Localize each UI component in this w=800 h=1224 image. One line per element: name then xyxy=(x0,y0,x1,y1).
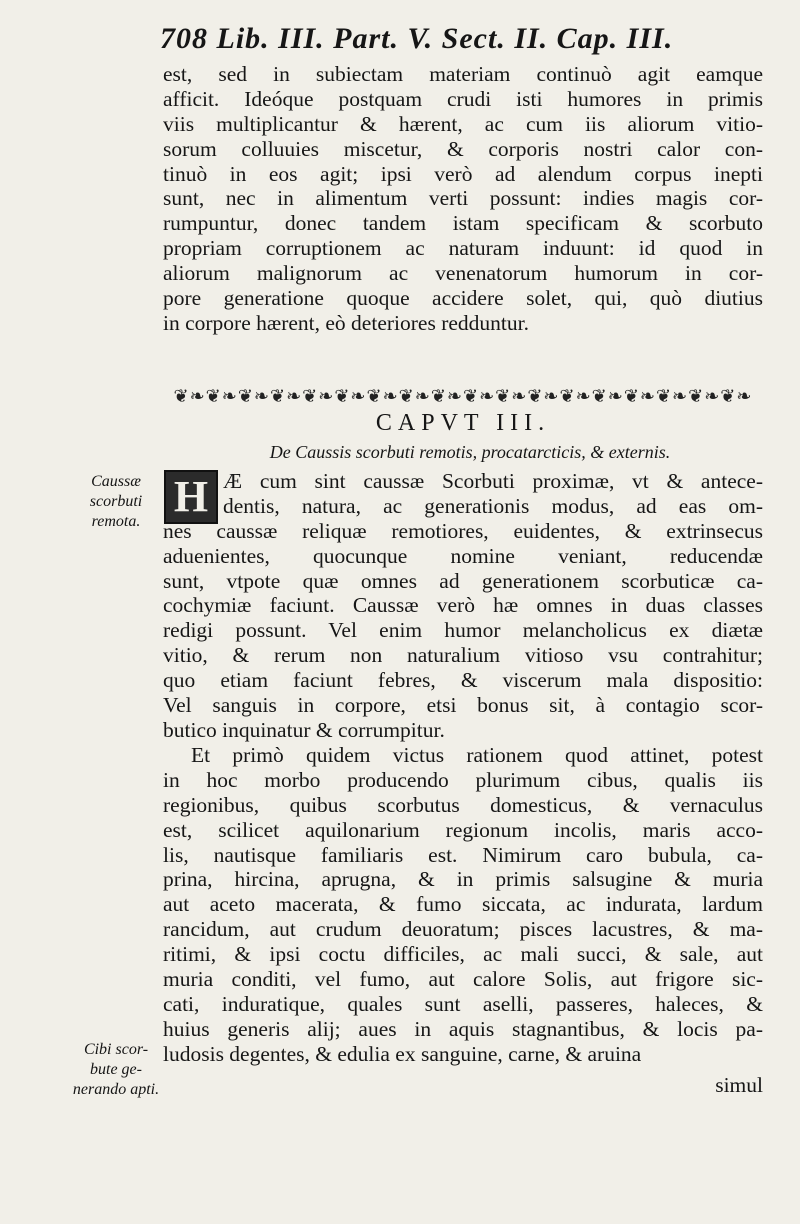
text-line: aut aceto macerata, & fumo siccata, ac indurata, lardum xyxy=(163,892,763,917)
running-header: 708 Lib. III. Part. V. Sect. II. Cap. III. xyxy=(160,22,674,55)
text-line: sunt, vtpote quæ omnes ad generationem scorbuticæ ca- xyxy=(163,568,763,593)
chapter-subtitle: De Caussis scorbuti remotis, procatarcticis, & externis. xyxy=(269,442,671,462)
text-line: cati, induratique, quales sunt aselli, passeres, haleces, & xyxy=(163,991,763,1016)
text-line: huius generis alij; aues in aquis stagnantibus, & locis pa- xyxy=(163,1016,763,1041)
text-line: aduenientes, quocunque nomine veniant, reducendæ xyxy=(163,543,763,568)
text-line: pore generatione quoque accidere solet, qui, quò diutius xyxy=(163,286,763,311)
top-paragraph xyxy=(163,62,763,336)
text-line: sunt, nec in alimentum verti possunt: indies magis cor- xyxy=(163,186,763,211)
text-line: rancidum, aut crudum deuoratum; pisces lacustres, & ma- xyxy=(163,917,763,942)
text-line: sorum colluuies miscetur, & corporis nostri calor con- xyxy=(163,136,763,161)
text-line: butico inquinatur & corrumpitur. xyxy=(163,717,445,742)
drop-cap: H xyxy=(164,470,218,524)
text-line: muria conditi, vel fumo, aut calore Solis, aut frigore sic- xyxy=(163,967,763,992)
text-line: aliorum malignorum ac venenatorum humorum in cor- xyxy=(163,261,763,286)
margin-note-foods: Cibi scor-bute ge-nerando apti. xyxy=(72,1041,160,1098)
text-line: in corpore hærent, eò deteriores redduntur. xyxy=(163,310,529,335)
text-line: ludosis degentes, & edulia ex sanguine, carne, & aruina xyxy=(163,1041,642,1066)
text-line: afficit. Ideóque postquam crudi isti humores in primis xyxy=(163,86,763,111)
catchword: simul xyxy=(715,1073,763,1097)
text-line: vitio, & rerum non naturalium vitioso vsu contrahitur; xyxy=(163,643,763,668)
text-line: in hoc morbo producendo plurimum cibus, qualis iis xyxy=(163,767,763,792)
text-line: Vel sanguis in corpore, etsi bonus sit, à contagio scor- xyxy=(163,693,763,718)
text-line: rumpuntur, donec tandem istam specificam & scorbuto xyxy=(163,211,763,236)
text-line: cochymiæ faciunt. Caussæ verò hæ omnes in duas classes xyxy=(163,593,763,618)
chapter-title: CAPVT III. xyxy=(375,410,551,436)
text-line: est, scilicet aquilonarium regionum incolis, maris acco- xyxy=(163,817,763,842)
text-line: Æ cum sint caussæ Scorbuti proximæ, vt & antece- xyxy=(223,469,763,493)
text-line: nes caussæ reliquæ remotiores, euidentes, & extrinsecus xyxy=(163,518,763,543)
text-line: quo etiam faciunt febres, & viscerum mala dispositio: xyxy=(163,668,763,693)
catchword-block xyxy=(163,1073,763,1098)
chapter-paragraph-1 xyxy=(163,469,763,743)
margin-note-causes: Caussæ scorbuti remota. xyxy=(89,473,143,530)
text-line: viis multiplicantur & hærent, ac cum iis aliorum vitio- xyxy=(163,111,763,136)
text-line: ritimi, & ipsi coctu difficiles, ac mali succi, & sale, aut xyxy=(163,942,763,967)
text-line: regionibus, quibus scorbutus domesticus, & vernaculus xyxy=(163,792,763,817)
text-line: propriam corruptionem ac naturam induunt: id quod in xyxy=(163,236,763,261)
text-line: est, sed in subiectam materiam continuò agit eamque xyxy=(163,62,763,86)
ornament-divider: ❦❧❦❧❦❧❦❧❦❧❦❧❦❧❦❧❦❧❦❧❦❧❦❧❦❧❦❧❦❧❦❧❦❧❦❧ xyxy=(173,386,753,406)
text-line: tinuò in eos agit; ipsi verò ad alendum corpus inepti xyxy=(163,161,763,186)
text-line: dentis, natura, ac generationis modus, ad eas om- xyxy=(223,493,763,518)
text-line: redigi possunt. Vel enim humor melancholicus ex diætæ xyxy=(163,618,763,643)
text-line: prina, hircina, aprugna, & in primis salsugine & muria xyxy=(163,867,763,892)
text-line: Et primò quidem victus rationem quod attinet, potest xyxy=(191,743,763,767)
text-line: lis, nautisque familiaris est. Nimirum caro bubula, ca- xyxy=(163,842,763,867)
chapter-paragraph-2 xyxy=(163,743,763,1067)
